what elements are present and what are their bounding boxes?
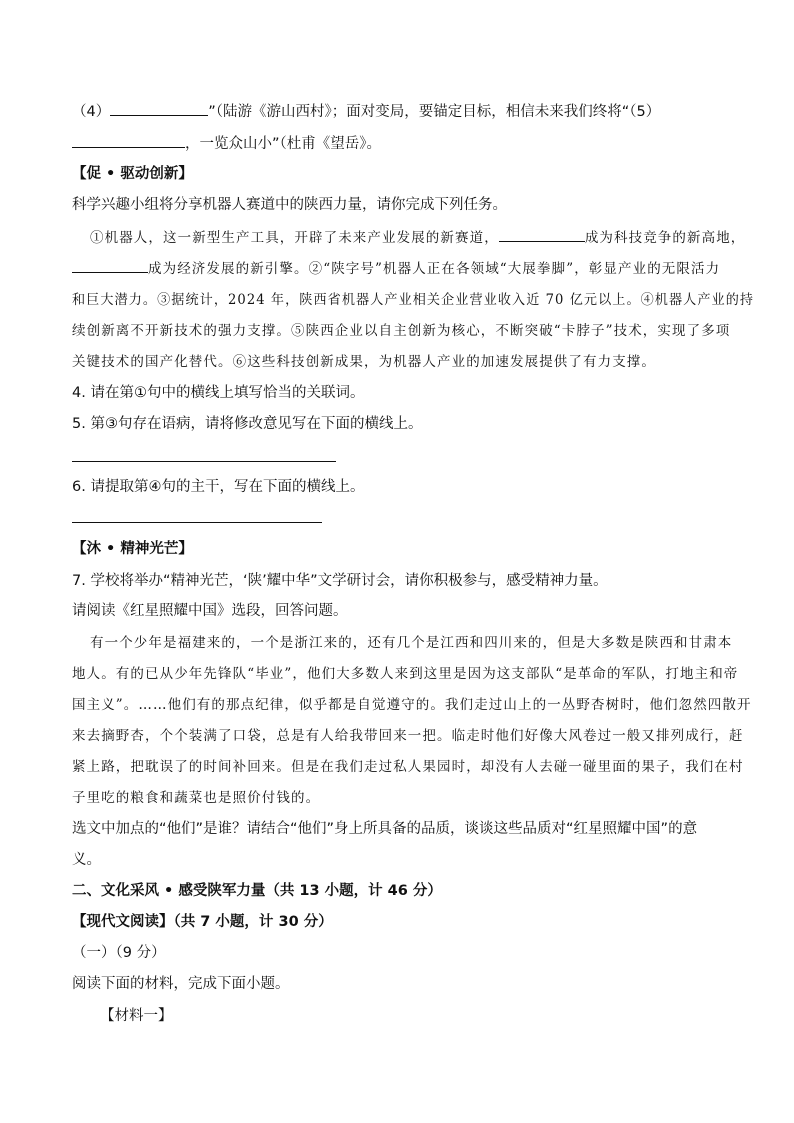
excerpt-line: 国主义”。……他们有的那点纪律，似乎都是自觉遵守的。我们走过山上的一丛野杏树时，他们忽然四散开 [72,697,752,713]
answer-blank-4[interactable] [110,101,208,116]
question-4: 4. 请在第①句中的横线上填写恰当的关联词。 [72,385,365,401]
passage-text: ①机器人，这一新型生产工具，开辟了未来产业发展的新赛道， [90,230,499,246]
passage-line: 和巨大潜力。③据统计，2024 年，陕西省机器人产业相关企业营业收入近 70 亿元以上。④机器人产业的持 [72,292,755,308]
poem-fill-line-1 [72,101,660,123]
section-heading-spirit: 【沐 • 精神光芒】 [72,541,193,557]
section-heading-innovation: 【促 • 驱动创新】 [72,166,193,182]
material-one-label: 【材料一】 [100,1008,173,1024]
question-7-prompt: 选文中加点的“他们”是谁？请结合“他们”身上所具备的品质，谈谈这些品质对“红星照耀中国”的意 [72,821,698,837]
excerpt-line: 地人。有的已从少年先锋队“毕业”，他们大多数人来到这里是因为这支部队“是革命的军队，打地主和帝 [72,666,739,682]
question-7-prompt-end: 义。 [72,852,101,868]
item-number-4: （4） [72,104,111,120]
poem-text: ，一览众山小”（杜甫《望岳》。 [185,136,382,152]
passage-text: 成为科技竞争的新高地， [584,230,746,246]
passage-text: 成为经济发展的新引擎。②“陕字号”机器人正在各领域“大展拳脚”，彰显产业的无限活力 [148,261,721,277]
reading-instruction: 请阅读《红星照耀中国》选段，回答问题。 [72,603,348,619]
excerpt-line: 来去摘野杏，个个装满了口袋，总是有人给我带回来一把。临走时他们好像大风卷过一般又排列成行，赶 [72,728,744,744]
question-5: 5. 第③句存在语病，请将修改意见写在下面的横线上。 [72,416,423,432]
excerpt-line: 紧上路，把耽误了的时间补回来。但是在我们走过私人果园时，却没有人去碰一碰里面的果子，我们在村 [72,759,744,775]
part-one-label: （一）（9 分） [72,945,166,961]
answer-line-6[interactable] [72,522,322,523]
poem-text: ”（陆游《游山西村》；面对变局，要锚定目标，相信未来我们终将“（5） [208,104,661,120]
answer-line-5[interactable] [72,461,336,462]
passage-line: 关键技术的国产化替代。⑥这些科技创新成果，为机器人产业的加速发展提供了有力支撑。 [72,354,656,370]
connective-blank-2[interactable] [72,258,148,273]
modern-reading-heading: 【现代文阅读】（共 7 小题，计 30 分） [72,914,333,930]
section-two-title: 二、文化采风 • 感受陕军力量（共 13 小题，计 46 分） [72,883,442,899]
passage-line [72,258,720,280]
connective-blank-1[interactable] [499,227,585,242]
task-intro: 科学兴趣小组将分享机器人赛道中的陕西力量，请你完成下列任务。 [72,197,507,213]
answer-blank-5[interactable] [72,133,185,148]
excerpt-line: 有一个少年是福建来的，一个是浙江来的，还有几个是江西和四川来的，但是大多数是陕西和甘肃本 [90,635,733,651]
material-instruction: 阅读下面的材料，完成下面小题。 [72,976,290,992]
excerpt-line: 子里吃的粮食和蔬菜也是照价付钱的。 [72,790,321,806]
question-6: 6. 请提取第④句的主干，写在下面的横线上。 [72,479,365,495]
passage-line [90,227,745,249]
question-7: 7. 学校将举办“精神光芒，‘陕’耀中华”文学研讨会，请你积极参与，感受精神力量。 [72,573,608,589]
passage-line: 续创新离不开新技术的强力支撑。⑤陕西企业以自主创新为核心，不断突破“卡脖子”技术，实现了多项 [72,323,731,339]
poem-fill-line-2 [72,133,381,155]
